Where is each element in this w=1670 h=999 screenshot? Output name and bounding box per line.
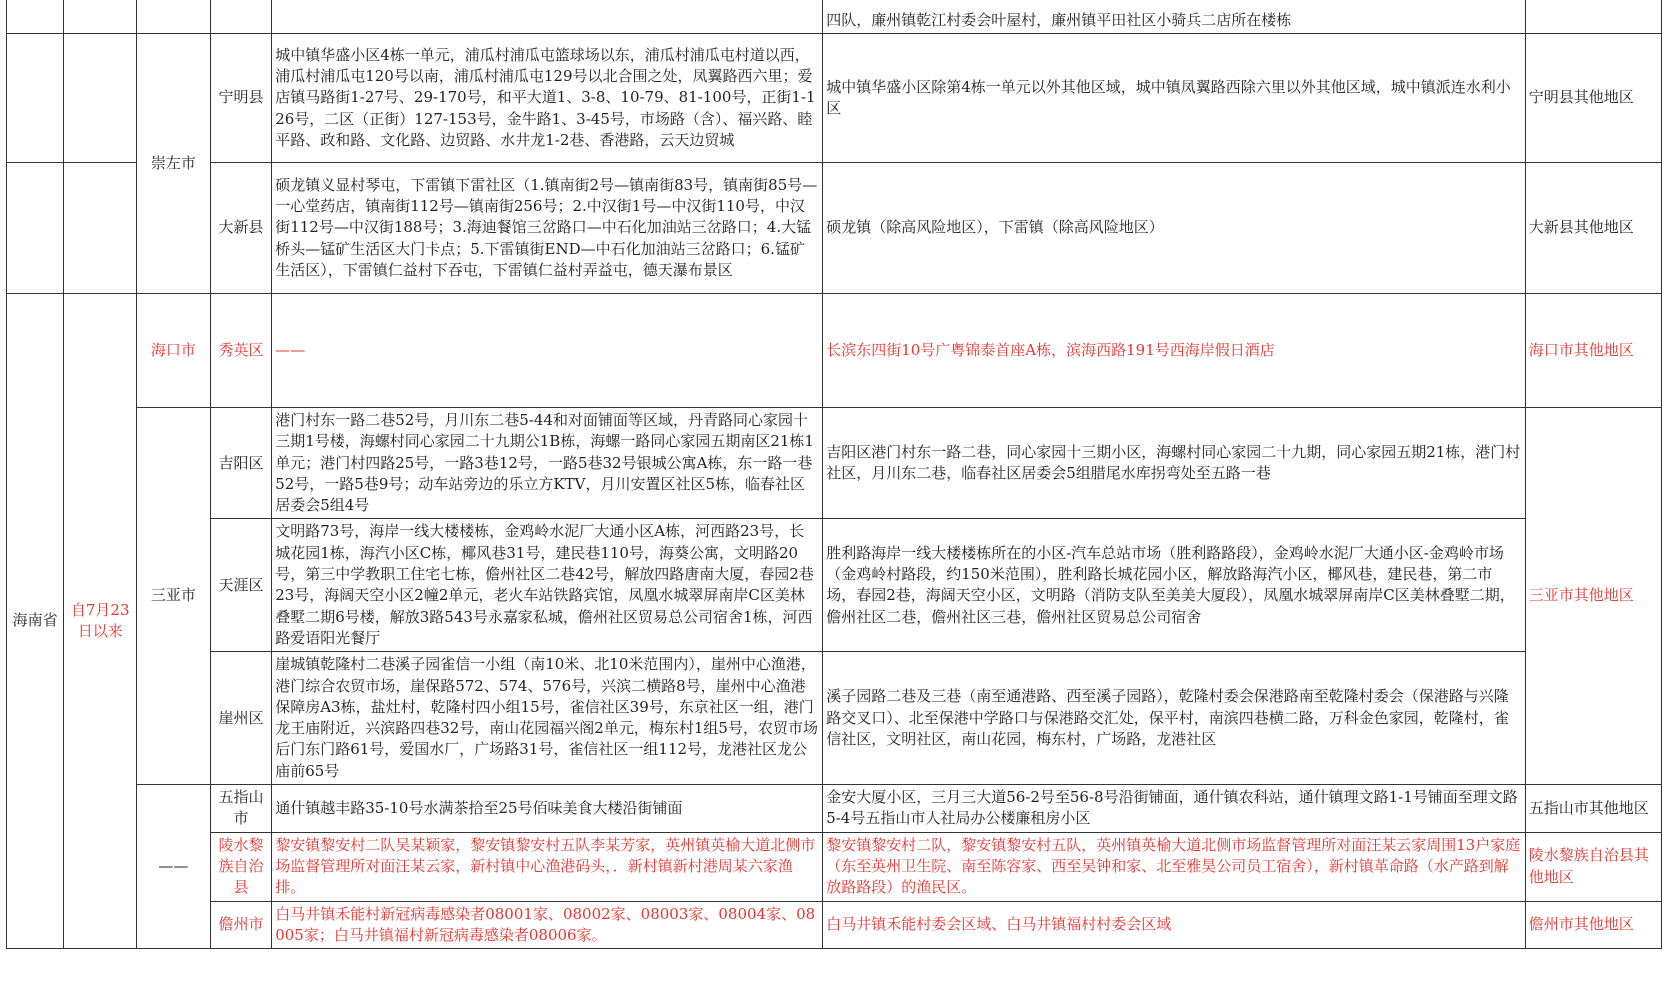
mid-risk-cell: 白马井镇禾能村委会区域、白马井镇福村村委会区域 [823, 901, 1526, 949]
high-risk-cell: 文明路73号，海岸一线大楼楼栋，金鸡岭水泥厂大通小区A栋，河西路23号，长城花园1栋，海汽小区C栋，椰风巷31号，建民巷110号，海葵公寓，文明路20号，第三中学教职工住宅七栋，儋州社区二巷42号，解放四路唐南大厦，春园2巷23号，海阔天空小区2幢2单元，老火车站铁路宾馆，凤凰水城翠屏南岸C区美林叠墅二期6号楼，解放3路543号永嘉家私城，儋州社区贸易总公司宿舍1栋，河西路爱语阳光餐厅 [272, 519, 823, 652]
low-risk-cell: 三亚市其他地区 [1525, 408, 1661, 785]
low-risk-cell: 陵水黎族自治县其他地区 [1525, 832, 1661, 901]
mid-risk-cell: 城中镇华盛小区除第4栋一单元以外其他区域，城中镇凤翼路西除六里以外其他区域，城中镇派连水利小区 [823, 34, 1526, 163]
district-cell [210, 0, 271, 34]
high-risk-cell: 硕龙镇义显村琴屯，下雷镇下雷社区（1.镇南街2号—镇南街83号，镇南街85号—一心堂药店，镇南街112号—镇南街256号；2.中汉街1号—中汉街110号，中汉街112号—中汉街188号；3.海迪餐馆三岔路口—中石化加油站三岔路口；4.大锰桥头—锰矿生活区大门卡点；5.下雷镇街END—中石化加油站三岔路口；6.锰矿生活区），下雷镇仁益村下吞屯，下雷镇仁益村弄益屯，德天瀑布景区 [272, 163, 823, 294]
mid-risk-cell: 胜利路海岸一线大楼楼栋所在的小区-汽车总站市场（胜利路路段），金鸡岭水泥厂大通小区-金鸡岭市场（金鸡岭村路段，约150米范围），胜利路长城花园小区，解放路海汽小区，椰风巷，建民巷，第二市场，春园2巷，海阔天空小区，文明路（消防支队至美美大厦段），凤凰水城翠屏南岸C区美林叠墅二期，儋州社区二巷，儋州社区三巷，儋州社区贸易总公司宿舍 [823, 519, 1526, 652]
district-cell: 宁明县 [210, 34, 271, 163]
table-row [7, 294, 1662, 408]
district-cell: 吉阳区 [210, 408, 271, 519]
mid-risk-cell: 硕龙镇（除高风险地区），下雷镇（除高风险地区） [823, 163, 1526, 294]
mid-risk-cell: 长滨东四街10号广粤锦泰首座A栋，滨海西路191号西海岸假日酒店 [823, 294, 1526, 408]
high-risk-cell: 崖城镇乾隆村二巷溪子园雀信一小组（南10米、北10米范围内），崖州中心渔港，港门综合农贸市场，崖保路572、574、576号，兴滨二横路8号，崖州中心渔港保障房A3栋，盐灶村，乾隆村四小组15号，雀信社区39号，东京社区一组，港门龙王庙附近，兴滨路四巷32号，南山花园福兴阁2单元，梅东村1组5号，农贸市场后门东门路61号，爱国水厂，广场路31号，雀信社区一组112号，龙港社区龙公庙前65号 [272, 652, 823, 785]
table-row [7, 163, 1662, 294]
mid-risk-cell: 金安大厦小区，三月三大道56-2号至56-8号沿街铺面，通什镇农科站，通什镇理文路1-1号铺面至理文路5-4号五指山市人社局办公楼廉租房小区 [823, 785, 1526, 833]
period-cell: 自7月23日以来 [64, 294, 137, 949]
city-cell: 海口市 [137, 294, 211, 408]
period-cell [64, 0, 137, 34]
high-risk-cell: 城中镇华盛小区4栋一单元，浦瓜村浦瓜屯篮球场以东，浦瓜村浦瓜屯村道以西，浦瓜村浦瓜屯120号以南，浦瓜村浦瓜屯129号以北合围之处，凤翼路西六里；爱店镇马路街1-27号、29-170号，和平大道1、3-8、10-79、81-100号，正街1-126号，二区（正街）127-153号，金牛路1、3-45号，市场路（含）、福兴路、睦平路、政和路、文化路、边贸路、水井龙1-2巷、香港路，云天边贸城 [272, 34, 823, 163]
low-risk-cell [1525, 0, 1661, 34]
mid-risk-cell: 四队，廉州镇乾江村委会叶屋村，廉州镇平田社区小骑兵二店所在楼栋 [823, 0, 1526, 34]
district-cell: 儋州市 [210, 901, 271, 949]
mid-risk-cell: 黎安镇黎安村二队，黎安镇黎安村五队，英州镇英榆大道北侧市场监督管理所对面汪某云家周围13户家庭（东至英州卫生院、南至陈容家、西至吴钟和家、北至雅昊公司员工宿舍），新村镇革命路（水产路到解放路路段）的渔民区。 [823, 832, 1526, 901]
district-cell: 大新县 [210, 163, 271, 294]
mid-risk-cell: 吉阳区港门村东一路二巷，同心家园十三期小区，海螺村同心家园二十九期，同心家园五期21栋，港门村社区，月川东二巷，临春社区居委会5组腊尾水库拐弯处至五路一巷 [823, 408, 1526, 519]
district-cell: 陵水黎族自治县 [210, 832, 271, 901]
district-cell: 五指山市 [210, 785, 271, 833]
mid-risk-cell: 溪子园路二巷及三巷（南至通港路、西至溪子园路），乾隆村委会保港路南至乾隆村委会（保港路与兴隆路交叉口）、北至保港中学路口与保港路交汇处，保平村，南滨四巷横二路，万科金色家园，乾隆村，雀信社区，文明社区，南山花园，梅东村，广场路，龙港社区 [823, 652, 1526, 785]
high-risk-cell: 通什镇越丰路35-10号水满茶拾至25号佰味美食大楼沿街铺面 [272, 785, 823, 833]
city-cell: 崇左市 [137, 34, 211, 294]
low-risk-cell: 五指山市其他地区 [1525, 785, 1661, 833]
city-cell: 三亚市 [137, 408, 211, 785]
province-cell [7, 0, 64, 34]
period-cell [64, 163, 137, 294]
table-row [7, 34, 1662, 163]
high-risk-cell: 白马井镇禾能村新冠病毒感染者08001家、08002家、08003家、08004家、08005家；白马井镇福村新冠病毒感染者08006家。 [272, 901, 823, 949]
city-cell [137, 0, 211, 34]
low-risk-cell: 宁明县其他地区 [1525, 34, 1661, 163]
city-cell: —— [137, 785, 211, 949]
table-row [7, 519, 1662, 652]
district-cell: 秀英区 [210, 294, 271, 408]
low-risk-cell: 大新县其他地区 [1525, 163, 1661, 294]
table-row [7, 408, 1662, 519]
table-row [7, 785, 1662, 833]
table-row [7, 901, 1662, 949]
district-cell: 天涯区 [210, 519, 271, 652]
low-risk-cell: 海口市其他地区 [1525, 294, 1661, 408]
low-risk-cell: 儋州市其他地区 [1525, 901, 1661, 949]
province-cell [7, 34, 64, 163]
province-cell [7, 163, 64, 294]
district-cell: 崖州区 [210, 652, 271, 785]
risk-area-table [6, 0, 1662, 949]
high-risk-cell: 港门村东一路二巷52号，月川东二巷5-44和对面铺面等区域，丹青路同心家园十三期1号楼，海螺村同心家园二十九期公1B栋，海螺一路同心家园五期南区21栋1单元；港门村四路25号，一路3巷12号，一路5巷32号银城公寓A栋，东一路一巷52号，一路5巷9号；动车站旁边的乐立方KTV，月川安置区社区5栋，临春社区居委会5组4号 [272, 408, 823, 519]
high-risk-cell: 黎安镇黎安村二队吴某颖家，黎安镇黎安村五队李某芳家，英州镇英榆大道北侧市场监督管理所对面汪某云家，新村镇中心渔港码头，．新村镇新村港周某六家渔排。 [272, 832, 823, 901]
table-row [7, 0, 1662, 34]
table-row [7, 832, 1662, 901]
table-row [7, 652, 1662, 785]
province-cell: 海南省 [7, 294, 64, 949]
high-risk-cell [272, 0, 823, 34]
high-risk-cell: —— [272, 294, 823, 408]
period-cell [64, 34, 137, 163]
